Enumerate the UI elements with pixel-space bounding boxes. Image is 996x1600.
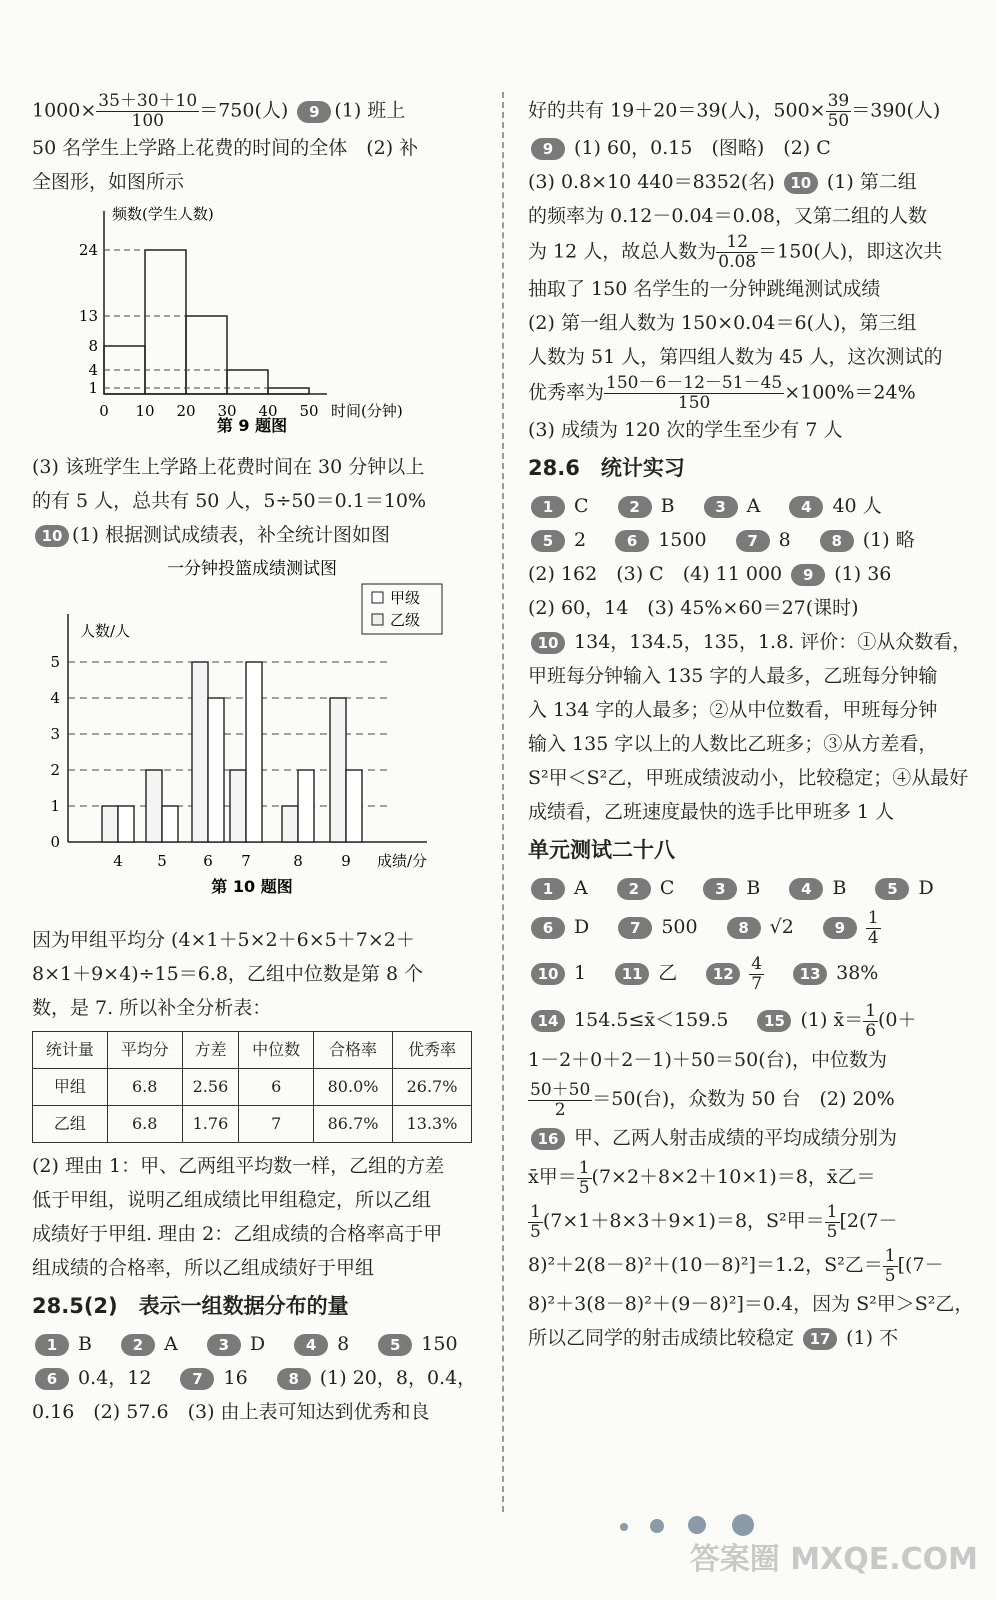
- decorative-dot: [732, 1514, 754, 1536]
- bar-yi: [162, 806, 178, 842]
- answer: 0.4，12: [78, 1367, 152, 1389]
- bar-jia: [102, 806, 118, 842]
- fraction: [866, 909, 881, 948]
- text: (1) 36: [834, 563, 892, 585]
- table-header: 统计量: [33, 1032, 108, 1069]
- x-axis-label: 成绩/分: [377, 852, 428, 870]
- answer: C: [574, 495, 589, 517]
- answer: 2: [574, 529, 587, 551]
- section-heading: 28.5(2) 表示一组数据分布的量: [32, 1294, 349, 1318]
- text: [(7－: [897, 1254, 944, 1276]
- text-line: S²甲＜S²乙，甲班成绩波动小，比较稳定；④从最好: [528, 767, 969, 789]
- question-number-badge: 6: [35, 1368, 69, 1390]
- text-line: (2) 理由 1：甲、乙两组平均数一样，乙组的方差: [32, 1155, 445, 1177]
- table-cell: 26.7%: [393, 1069, 472, 1106]
- text: (2) 162 (3) C (4) 11 000: [528, 563, 783, 585]
- question-number-badge: 9: [297, 101, 331, 123]
- numerator: 1: [578, 1157, 590, 1178]
- numerator: 1: [826, 1201, 838, 1222]
- answer-row: [528, 997, 968, 1043]
- text-line: 8×1＋9×4)÷15＝6.8，乙组中位数是第 8 个: [32, 963, 424, 985]
- table-header: 平均分: [107, 1032, 182, 1069]
- answer: B: [660, 495, 675, 517]
- analysis-table: [32, 1031, 472, 1143]
- bar-jia: [230, 770, 246, 842]
- x-tick-label: 20: [176, 402, 196, 420]
- question-number-badge: 6: [615, 530, 649, 552]
- text-line: 1－2＋0＋2－1)＋50＝50(台)，中位数为: [528, 1049, 888, 1071]
- table-cell: 甲组: [33, 1069, 108, 1106]
- text: (7×1＋8×3＋9×1)＝8，S²甲＝: [542, 1210, 825, 1232]
- question-number-badge: 4: [789, 878, 823, 900]
- text-line: 抽取了 150 名学生的一分钟跳绳测试成绩: [528, 278, 881, 300]
- text-line: 因为甲组平均分 (4×1＋5×2＋6×5＋7×2＋: [32, 929, 415, 951]
- denominator: 5: [826, 1221, 838, 1242]
- table-cell: 1.76: [182, 1106, 239, 1143]
- answer: 40 人: [832, 495, 882, 517]
- fraction: [604, 374, 784, 413]
- question-number-badge: 2: [617, 878, 651, 900]
- answer: (1) x̄＝: [800, 1009, 864, 1031]
- text: 所以乙同学的射击成绩比较稳定: [528, 1327, 795, 1349]
- table-cell: 86.7%: [314, 1106, 393, 1143]
- right-column: [528, 91, 974, 1355]
- table-header: 方差: [182, 1032, 239, 1069]
- bar-jia: [282, 806, 298, 842]
- fraction: [716, 233, 758, 272]
- question-number-badge: 3: [704, 496, 738, 518]
- section-heading: 28.6 统计实习: [528, 456, 685, 480]
- decorative-dot: [650, 1519, 664, 1533]
- section-heading: 单元测试二十八: [528, 838, 675, 862]
- answer: 8: [778, 529, 791, 551]
- answer: C: [659, 877, 675, 899]
- text-line: (2) 60，14 (3) 45%×60＝27(课时): [528, 597, 859, 619]
- text: 1000×: [32, 99, 97, 122]
- answer: 乙: [658, 962, 678, 984]
- text-line: 成绩好于甲组. 理由 2：乙组成绩的合格率高于甲: [32, 1223, 443, 1245]
- text: (1) 60，0.15 (图略) (2) C: [574, 137, 831, 159]
- histogram-bar: [186, 316, 227, 394]
- question-number-badge: 2: [121, 1334, 155, 1356]
- answer: √2: [769, 916, 794, 938]
- question-number-badge: 1: [531, 496, 565, 518]
- legend-swatch: [372, 614, 383, 625]
- bar-jia: [330, 698, 346, 842]
- question-number-badge: 1: [35, 1334, 69, 1356]
- answer-row: [32, 1361, 477, 1395]
- table-cell: 2.56: [182, 1069, 239, 1106]
- question-number-badge: 12: [706, 963, 740, 985]
- text-line: 全图形，如图所示: [32, 171, 185, 193]
- denominator: 5: [530, 1221, 541, 1242]
- question-number-badge: 4: [294, 1334, 328, 1356]
- chart-caption: 第 10 题图: [211, 877, 293, 896]
- question-number-badge: 6: [531, 917, 565, 939]
- table-row: [33, 1069, 472, 1106]
- question-number-badge: 7: [180, 1368, 214, 1390]
- question-number-badge: 7: [618, 917, 652, 939]
- question-number-badge: 7: [736, 530, 770, 552]
- y-tick-label: 5: [50, 653, 60, 671]
- answer: (1) 略: [862, 529, 915, 551]
- question-number-badge: 3: [703, 878, 737, 900]
- question-number-badge: 8: [727, 917, 761, 939]
- text-line: [528, 1321, 968, 1355]
- numerator: 150－6－12－51－45: [606, 373, 783, 393]
- answer: A: [746, 495, 761, 517]
- answer: D: [574, 916, 590, 938]
- fraction: [749, 955, 764, 994]
- legend-label: 乙级: [390, 611, 421, 629]
- fraction: [825, 1203, 840, 1242]
- y-tick-label: 3: [50, 725, 60, 743]
- text-line: (3) 该班学生上学路上花费时间在 30 分钟以上: [32, 456, 425, 478]
- left-column: [32, 91, 477, 1429]
- text: ×100%＝24%: [784, 381, 916, 404]
- text-line: [528, 92, 968, 131]
- question-number-badge: 14: [531, 1010, 565, 1032]
- table-cell: 80.0%: [314, 1069, 393, 1106]
- text-line: [32, 92, 472, 131]
- x-axis-label: 时间(分钟): [331, 402, 403, 420]
- bar-jia: [192, 662, 208, 842]
- x-tick-label: 40: [258, 402, 278, 420]
- numerator: 35＋30＋10: [98, 91, 198, 111]
- text: (1) 班上: [334, 99, 406, 122]
- chart-caption: 第 9 题图: [216, 416, 288, 435]
- text-line: [528, 625, 972, 659]
- text: (0＋: [878, 1009, 917, 1031]
- y-axis-label: 人数/人: [80, 622, 131, 640]
- decorative-dot: [688, 1516, 706, 1534]
- x-tick-label: 4: [113, 852, 123, 870]
- watermark: 答案圈 MXQE.COM: [689, 1542, 978, 1577]
- x-tick-label: 7: [241, 852, 251, 870]
- text: x̄甲＝: [528, 1166, 577, 1188]
- text: ＝750(人): [199, 99, 289, 122]
- answer: D: [249, 1333, 266, 1355]
- question-number-badge: 9: [791, 564, 825, 586]
- y-tick-label: 2: [50, 761, 60, 779]
- y-tick-label: 8: [88, 337, 98, 355]
- denominator: 5: [884, 1265, 896, 1286]
- question-number-badge: 9: [823, 917, 857, 939]
- fraction: [826, 92, 852, 131]
- answer: A: [574, 877, 588, 899]
- answer: B: [832, 877, 847, 899]
- answer-row: [528, 949, 968, 997]
- text-line: 的有 5 人，总共有 50 人，5÷50＝0.1＝10%: [32, 490, 427, 512]
- question-number-badge: 1: [531, 878, 565, 900]
- text: 好的共有 19＋20＝39(人)，500×: [528, 99, 826, 122]
- question-number-badge: 17: [803, 1328, 837, 1350]
- numerator: 39: [827, 91, 850, 111]
- numerator: 1: [530, 1201, 541, 1222]
- text-line: [528, 1243, 968, 1287]
- table-cell: 7: [239, 1106, 314, 1143]
- grouped-bar-chart: [32, 552, 472, 912]
- x-tick-label: 30: [217, 402, 237, 420]
- table-header-row: [33, 1032, 472, 1069]
- text: (7×2＋8×2＋10×1)＝8，x̄乙＝: [591, 1166, 876, 1188]
- table-cell: 6: [239, 1069, 314, 1106]
- text-line: 的频率为 0.12－0.04＝0.08，又第二组的人数: [528, 205, 927, 227]
- question-number-badge: 10: [784, 172, 818, 194]
- table-header: 优秀率: [393, 1032, 472, 1069]
- fraction: [863, 1002, 878, 1041]
- answer-row: [32, 1327, 472, 1361]
- numerator: 1: [867, 907, 879, 928]
- numerator: 1: [884, 1245, 896, 1266]
- answer-row: [528, 871, 968, 905]
- denominator: 50: [827, 111, 850, 131]
- denominator: 4: [867, 927, 879, 948]
- fraction: [577, 1159, 592, 1198]
- numerator: 12: [716, 233, 758, 253]
- table-cell: 6.8: [107, 1069, 182, 1106]
- denominator: 2: [554, 1099, 566, 1120]
- y-tick-label: 1: [88, 379, 98, 397]
- histogram-bar: [268, 388, 309, 394]
- answer-row: [528, 489, 968, 523]
- bar-yi: [298, 770, 314, 842]
- denominator: 100: [131, 111, 164, 131]
- table-cell: 6.8: [107, 1106, 182, 1143]
- question-number-badge: 2: [618, 496, 652, 518]
- question-number-badge: 13: [793, 963, 827, 985]
- y-tick-label: 24: [78, 241, 98, 259]
- denominator: 6: [865, 1020, 877, 1041]
- y-tick-label: 4: [50, 689, 60, 707]
- answer: 154.5≤x̄＜159.5: [574, 1009, 729, 1031]
- answer: A: [164, 1333, 178, 1355]
- text-line: [528, 1155, 968, 1199]
- text: ＝150(人)，即这次共: [758, 240, 943, 263]
- denominator: 150: [677, 393, 711, 413]
- answer: 1: [574, 962, 587, 984]
- text-line: [528, 1077, 968, 1121]
- text-line: (2) 第一组人数为 150×0.04＝6(人)，第三组: [528, 312, 917, 334]
- text-line: 成绩看，乙班速度最快的选手比甲班多 1 人: [528, 801, 895, 823]
- table-row: [33, 1106, 472, 1143]
- question-number-badge: 4: [789, 496, 823, 518]
- legend-label: 甲级: [390, 589, 421, 607]
- question-number-badge: 5: [378, 1334, 412, 1356]
- x-tick-label: 50: [299, 402, 319, 420]
- y-tick-label: 1: [50, 797, 60, 815]
- denominator: 0.08: [718, 252, 757, 272]
- text: 为 12 人，故总人数为: [528, 240, 717, 263]
- fraction: [883, 1247, 898, 1286]
- question-number-badge: 10: [35, 525, 69, 547]
- denominator: 5: [578, 1177, 590, 1198]
- answer: 16: [223, 1367, 248, 1389]
- text: 优秀率为: [528, 381, 605, 404]
- x-tick-label: 10: [135, 402, 155, 420]
- bar-yi: [246, 662, 262, 842]
- text: [2(7－: [839, 1210, 898, 1232]
- answer: B: [746, 877, 761, 899]
- decorative-dot: [620, 1523, 628, 1531]
- numerator: 50＋50: [530, 1079, 591, 1100]
- answer: D: [918, 877, 934, 899]
- bar-jia: [146, 770, 162, 842]
- question-number-badge: 8: [820, 530, 854, 552]
- answer-row: [528, 905, 968, 949]
- question-number-badge: 10: [531, 963, 565, 985]
- text-line: 组成绩的合格率，所以乙组成绩好于甲组: [32, 1257, 375, 1279]
- answer: (1) 20，8，0.4，: [319, 1367, 477, 1389]
- question-number-badge: 5: [531, 530, 565, 552]
- x-tick-label: 0: [99, 402, 109, 420]
- text-line: 入 134 字的人最多；②从中位数看，甲班每分钟: [528, 699, 938, 721]
- text-line: 人数为 51 人，第四组人数为 45 人，这次测试的: [528, 346, 943, 368]
- bar-yi: [118, 806, 134, 842]
- text-line: 低于甲组，说明乙组成绩比甲组稳定，所以乙组: [32, 1189, 432, 1211]
- chart-title: 一分钟投篮成绩测试图: [167, 559, 337, 579]
- bar-yi: [208, 698, 224, 842]
- text-line: [528, 374, 968, 413]
- y-tick-label: 4: [88, 361, 98, 379]
- text: (3) 0.8×10 440＝8352(名): [528, 171, 775, 193]
- text-line: [528, 233, 968, 272]
- y-tick-label: 0: [50, 833, 60, 851]
- answer: 500: [661, 916, 698, 938]
- text-line: 8)²＋3(8－8)²＋(9－8)²]＝0.4，因为 S²甲＞S²乙，: [528, 1293, 974, 1315]
- text-line: 输入 135 字以上的人数比乙班多；③从方差看，: [528, 733, 938, 755]
- histogram-bar: [227, 370, 268, 394]
- question-number-badge: 11: [615, 963, 649, 985]
- text-line: [32, 518, 472, 552]
- x-tick-label: 8: [293, 852, 303, 870]
- text-line: [528, 1199, 968, 1243]
- question-number-badge: 15: [757, 1010, 791, 1032]
- table-cell: 乙组: [33, 1106, 108, 1143]
- y-axis-label: 频数(学生人数): [112, 205, 214, 223]
- answer-row: [528, 523, 968, 557]
- question-number-badge: 10: [531, 632, 565, 654]
- table-header: 中位数: [239, 1032, 314, 1069]
- text-line: [528, 557, 968, 591]
- question-number-badge: 8: [277, 1368, 311, 1390]
- text-line: [528, 165, 968, 199]
- question-number-badge: 5: [875, 878, 909, 900]
- text: 134，134.5，135，1.8. 评价：①从众数看，: [574, 631, 972, 653]
- numerator: 1: [865, 1000, 877, 1021]
- text: (1) 第二组: [826, 171, 917, 193]
- text-line: (3) 成绩为 120 次的学生至少有 7 人: [528, 419, 843, 441]
- legend-swatch: [372, 592, 383, 603]
- fraction: [528, 1203, 543, 1242]
- question-number-badge: 3: [207, 1334, 241, 1356]
- answer: 8: [337, 1333, 350, 1355]
- answer: 38%: [836, 962, 879, 984]
- text-line: 数，是 7. 所以补全分析表：: [32, 997, 272, 1019]
- text: ＝390(人): [851, 99, 941, 122]
- x-tick-label: 6: [203, 852, 213, 870]
- text-line: 0.16 (2) 57.6 (3) 由上表可知达到优秀和良: [32, 1401, 430, 1423]
- answer: B: [78, 1333, 93, 1355]
- text-line: 甲班每分钟输入 135 字的人最多，乙班每分钟输: [528, 665, 938, 687]
- answer: 150: [421, 1333, 458, 1355]
- numerator: 4: [751, 953, 763, 974]
- y-tick-label: 13: [78, 307, 98, 325]
- bar-yi: [346, 770, 362, 842]
- text-line: [528, 1121, 968, 1155]
- text: 8)²＋2(8－8)²＋(10－8)²]＝1.2，S²乙＝: [528, 1254, 883, 1276]
- table-header: 合格率: [314, 1032, 393, 1069]
- fraction: [528, 1081, 592, 1120]
- text-line: 50 名学生上学路上花费的时间的全体 (2) 补: [32, 137, 419, 159]
- question-number-badge: 16: [531, 1128, 565, 1150]
- table-cell: 13.3%: [393, 1106, 472, 1143]
- text-line: [528, 131, 968, 165]
- x-tick-label: 5: [157, 852, 167, 870]
- denominator: 7: [751, 973, 763, 994]
- answer: 1500: [658, 529, 707, 551]
- histogram-chart: [32, 199, 472, 439]
- text: 甲、乙两人射击成绩的平均成绩分别为: [574, 1127, 898, 1149]
- text: (1) 根据测试成绩表，补全统计图如图: [72, 524, 390, 546]
- fraction: [96, 92, 199, 131]
- column-divider: [502, 92, 504, 1512]
- question-number-badge: 9: [531, 138, 565, 160]
- text: (1) 不: [846, 1327, 899, 1349]
- text: ＝50(台)，众数为 50 台 (2) 20%: [592, 1088, 895, 1110]
- x-tick-label: 9: [341, 852, 351, 870]
- histogram-bar: [145, 250, 186, 394]
